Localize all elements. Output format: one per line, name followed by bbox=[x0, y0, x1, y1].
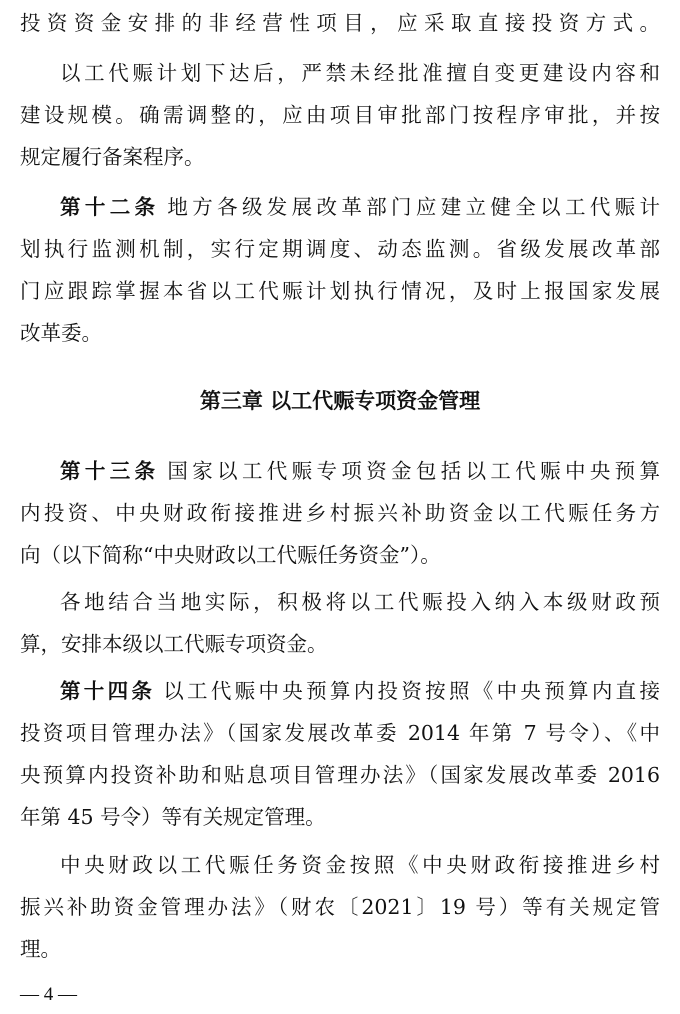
paragraph-text: 以工代赈中央预算内投资按照《中央预算内直接 bbox=[163, 679, 660, 703]
paragraph-line: 内投资、中央财政衔接推进乡村振兴补助资金以工代赈任务方 bbox=[20, 501, 660, 525]
paragraph-line: 算，安排本级以工代赈专项资金。 bbox=[20, 632, 328, 656]
paragraph-line: 投资资金安排的非经营性项目，应采取直接投资方式。 bbox=[20, 11, 660, 35]
paragraph-line: 以工代赈计划下达后，严禁未经批准擅自变更建设内容和 bbox=[60, 61, 660, 85]
paragraph-line: 振兴补助资金管理办法》（财农〔2021〕19 号）等有关规定管 bbox=[20, 895, 660, 919]
paragraph-text: 国家以工代赈专项资金包括以工代赈中央预算 bbox=[167, 459, 660, 483]
paragraph-line: 央预算内投资补助和贴息项目管理办法》（国家发展改革委 2016 bbox=[20, 763, 660, 787]
chapter-title: 第三章 以工代赈专项资金管理 bbox=[199, 389, 481, 413]
paragraph-text: 地方各级发展改革部门应建立健全以工代赈计 bbox=[167, 195, 660, 219]
paragraph-line: 建设规模。确需调整的，应由项目审批部门按程序审批，并按 bbox=[20, 103, 660, 127]
paragraph-line: 投资项目管理办法》（国家发展改革委 2014 年第 7 号令）、《中 bbox=[20, 721, 660, 745]
paragraph-line: 改革委。 bbox=[20, 321, 102, 345]
paragraph-line: 中央财政以工代赈任务资金按照《中央财政衔接推进乡村 bbox=[60, 853, 660, 877]
paragraph-line: 理。 bbox=[20, 937, 61, 961]
article-13-first-line bbox=[60, 451, 660, 491]
paragraph-line: 划执行监测机制，实行定期调度、动态监测。省级发展改革部 bbox=[20, 237, 660, 261]
paragraph-line: 年第 45 号令）等有关规定管理。 bbox=[20, 805, 326, 829]
article-13-heading: 第十三条 bbox=[60, 459, 160, 483]
paragraph-line: 规定履行备案程序。 bbox=[20, 145, 205, 169]
paragraph-line: 门应跟踪掌握本省以工代赈计划执行情况，及时上报国家发展 bbox=[20, 279, 660, 303]
article-14-heading: 第十四条 bbox=[60, 679, 156, 703]
article-12-heading: 第十二条 bbox=[60, 195, 160, 219]
paragraph-line: 向（以下简称“中央财政以工代赈任务资金”）。 bbox=[20, 543, 441, 567]
page-number: — 4 — bbox=[20, 984, 77, 1005]
paragraph-line: 各地结合当地实际，积极将以工代赈投入纳入本级财政预 bbox=[60, 590, 660, 614]
article-14-first-line bbox=[60, 671, 660, 711]
article-12-first-line bbox=[60, 187, 660, 227]
